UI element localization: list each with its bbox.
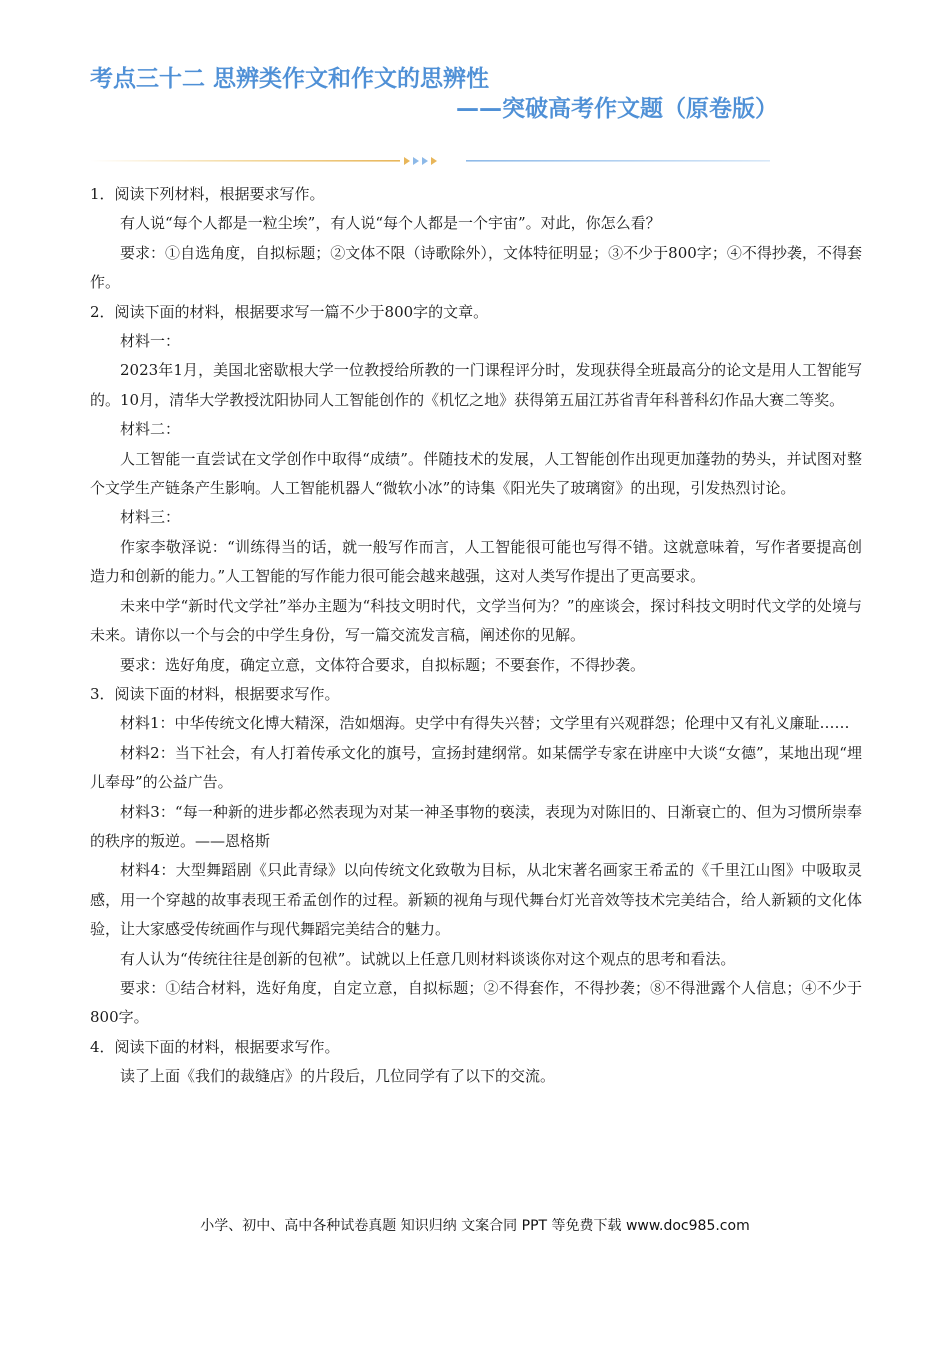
title-line-2: ——突破高考作文题（原卷版） [456, 96, 778, 122]
footer-ad-text: 小学、初中、高中各种试卷真题 知识归纳 文案合同 PPT 等免费下载 www.doc985.com [200, 1218, 750, 1234]
paragraph: 要求：①结合材料，选好角度，自定立意，自拟标题；②不得套作，不得抄袭；⑧不得泄露个人信息；④不少于800字。 [90, 978, 862, 1027]
paragraph: 材料一： [120, 332, 181, 351]
paragraph: 材料2：当下社会，有人打着传承文化的旗号，宣扬封建纲常。如某儒学专家在讲座中大谈“女德”，某地出现“埋儿奉母”的公益广告。 [90, 743, 862, 792]
paragraph: 2023年1月，美国北密歇根大学一位教授给所教的一门课程评分时，发现获得全班最高分的论文是用人工智能写的。10月，清华大学教授沈阳协同人工智能创作的《机忆之地》获得第五届江苏省青年科普科幻作品大赛二等奖。 [90, 361, 862, 409]
paragraph: 有人认为“传统往往是创新的包袱”。试就以上任意几则材料谈谈你对这个观点的思考和看法。 [120, 949, 736, 968]
question-heading: 2．阅读下面的材料，根据要求写一篇不少于800字的文章。 [90, 302, 489, 321]
paragraph: 人工智能一直尝试在文学创作中取得“成绩”。伴随技术的发展，人工智能创作出现更加蓬勃的势头，并试图对整个文学生产链条产生影响。人工智能机器人“微软小冰”的诗集《阳光失了玻璃窗》的出现，引发热烈讨论。 [90, 449, 862, 498]
paragraph: 材料3：“每一种新的进步都必然表现为对某一神圣事物的亵渎，表现为对陈旧的、日渐衰亡的、但为习惯所崇奉的秩序的叛逆。——恩格斯 [90, 802, 862, 850]
paragraph: 材料二： [120, 420, 181, 439]
paragraph: 材料1：中华传统文化博大精深，浩如烟海。史学中有得失兴替；文学里有兴观群怨；伦理中又有礼义廉耻…… [120, 714, 850, 733]
paragraph: 有人说“每个人都是一粒尘埃”，有人说“每个人都是一个宇宙”。对此，你怎么看？ [120, 214, 661, 233]
title-line-1: 考点三十二 思辨类作文和作文的思辨性 [90, 66, 490, 92]
paragraph: 要求：选好角度，确定立意，文体符合要求，自拟标题；不要套作，不得抄袭。 [120, 655, 646, 674]
paragraph: 要求：①自选角度，自拟标题；②文体不限（诗歌除外），文体特征明显；③不少于800字；④不得抄袭，不得套作。 [90, 243, 862, 292]
question-body [90, 180, 862, 1092]
paragraph: 材料4：大型舞蹈剧《只此青绿》以向传统文化致敬为目标，从北宋著名画家王希孟的《千里江山图》中吸取灵感，用一个穿越的故事表现王希孟创作的过程。新颖的视角与现代舞台灯光音效等技术完美结合，给人新颖的文化体验，让大家感受传统画作与现代舞蹈完美结合的魅力。 [90, 861, 862, 939]
question-heading: 4．阅读下面的材料，根据要求写作。 [90, 1037, 340, 1056]
paragraph: 作家李敬泽说：“训练得当的话，就一般写作而言，人工智能很可能也写得不错。这就意味着，写作者要提高创造力和创新的能力。”人工智能的写作能力很可能会越来越强，这对人类写作提出了更高要求。 [90, 537, 862, 586]
question-heading: 3．阅读下面的材料，根据要求写作。 [90, 684, 340, 703]
paragraph: 读了上面《我们的裁缝店》的片段后，几位同学有了以下的交流。 [120, 1067, 556, 1086]
paragraph: 未来中学“新时代文学社”举办主题为“科技文明时代，文学当何为？”的座谈会，探讨科技文明时代文学的处境与未来。请你以一个与会的中学生身份，写一篇交流发言稿，阐述你的见解。 [90, 596, 862, 645]
paragraph: 材料三： [120, 508, 181, 527]
question-heading: 1．阅读下列材料，根据要求写作。 [90, 185, 325, 203]
decorative-divider [90, 154, 770, 168]
